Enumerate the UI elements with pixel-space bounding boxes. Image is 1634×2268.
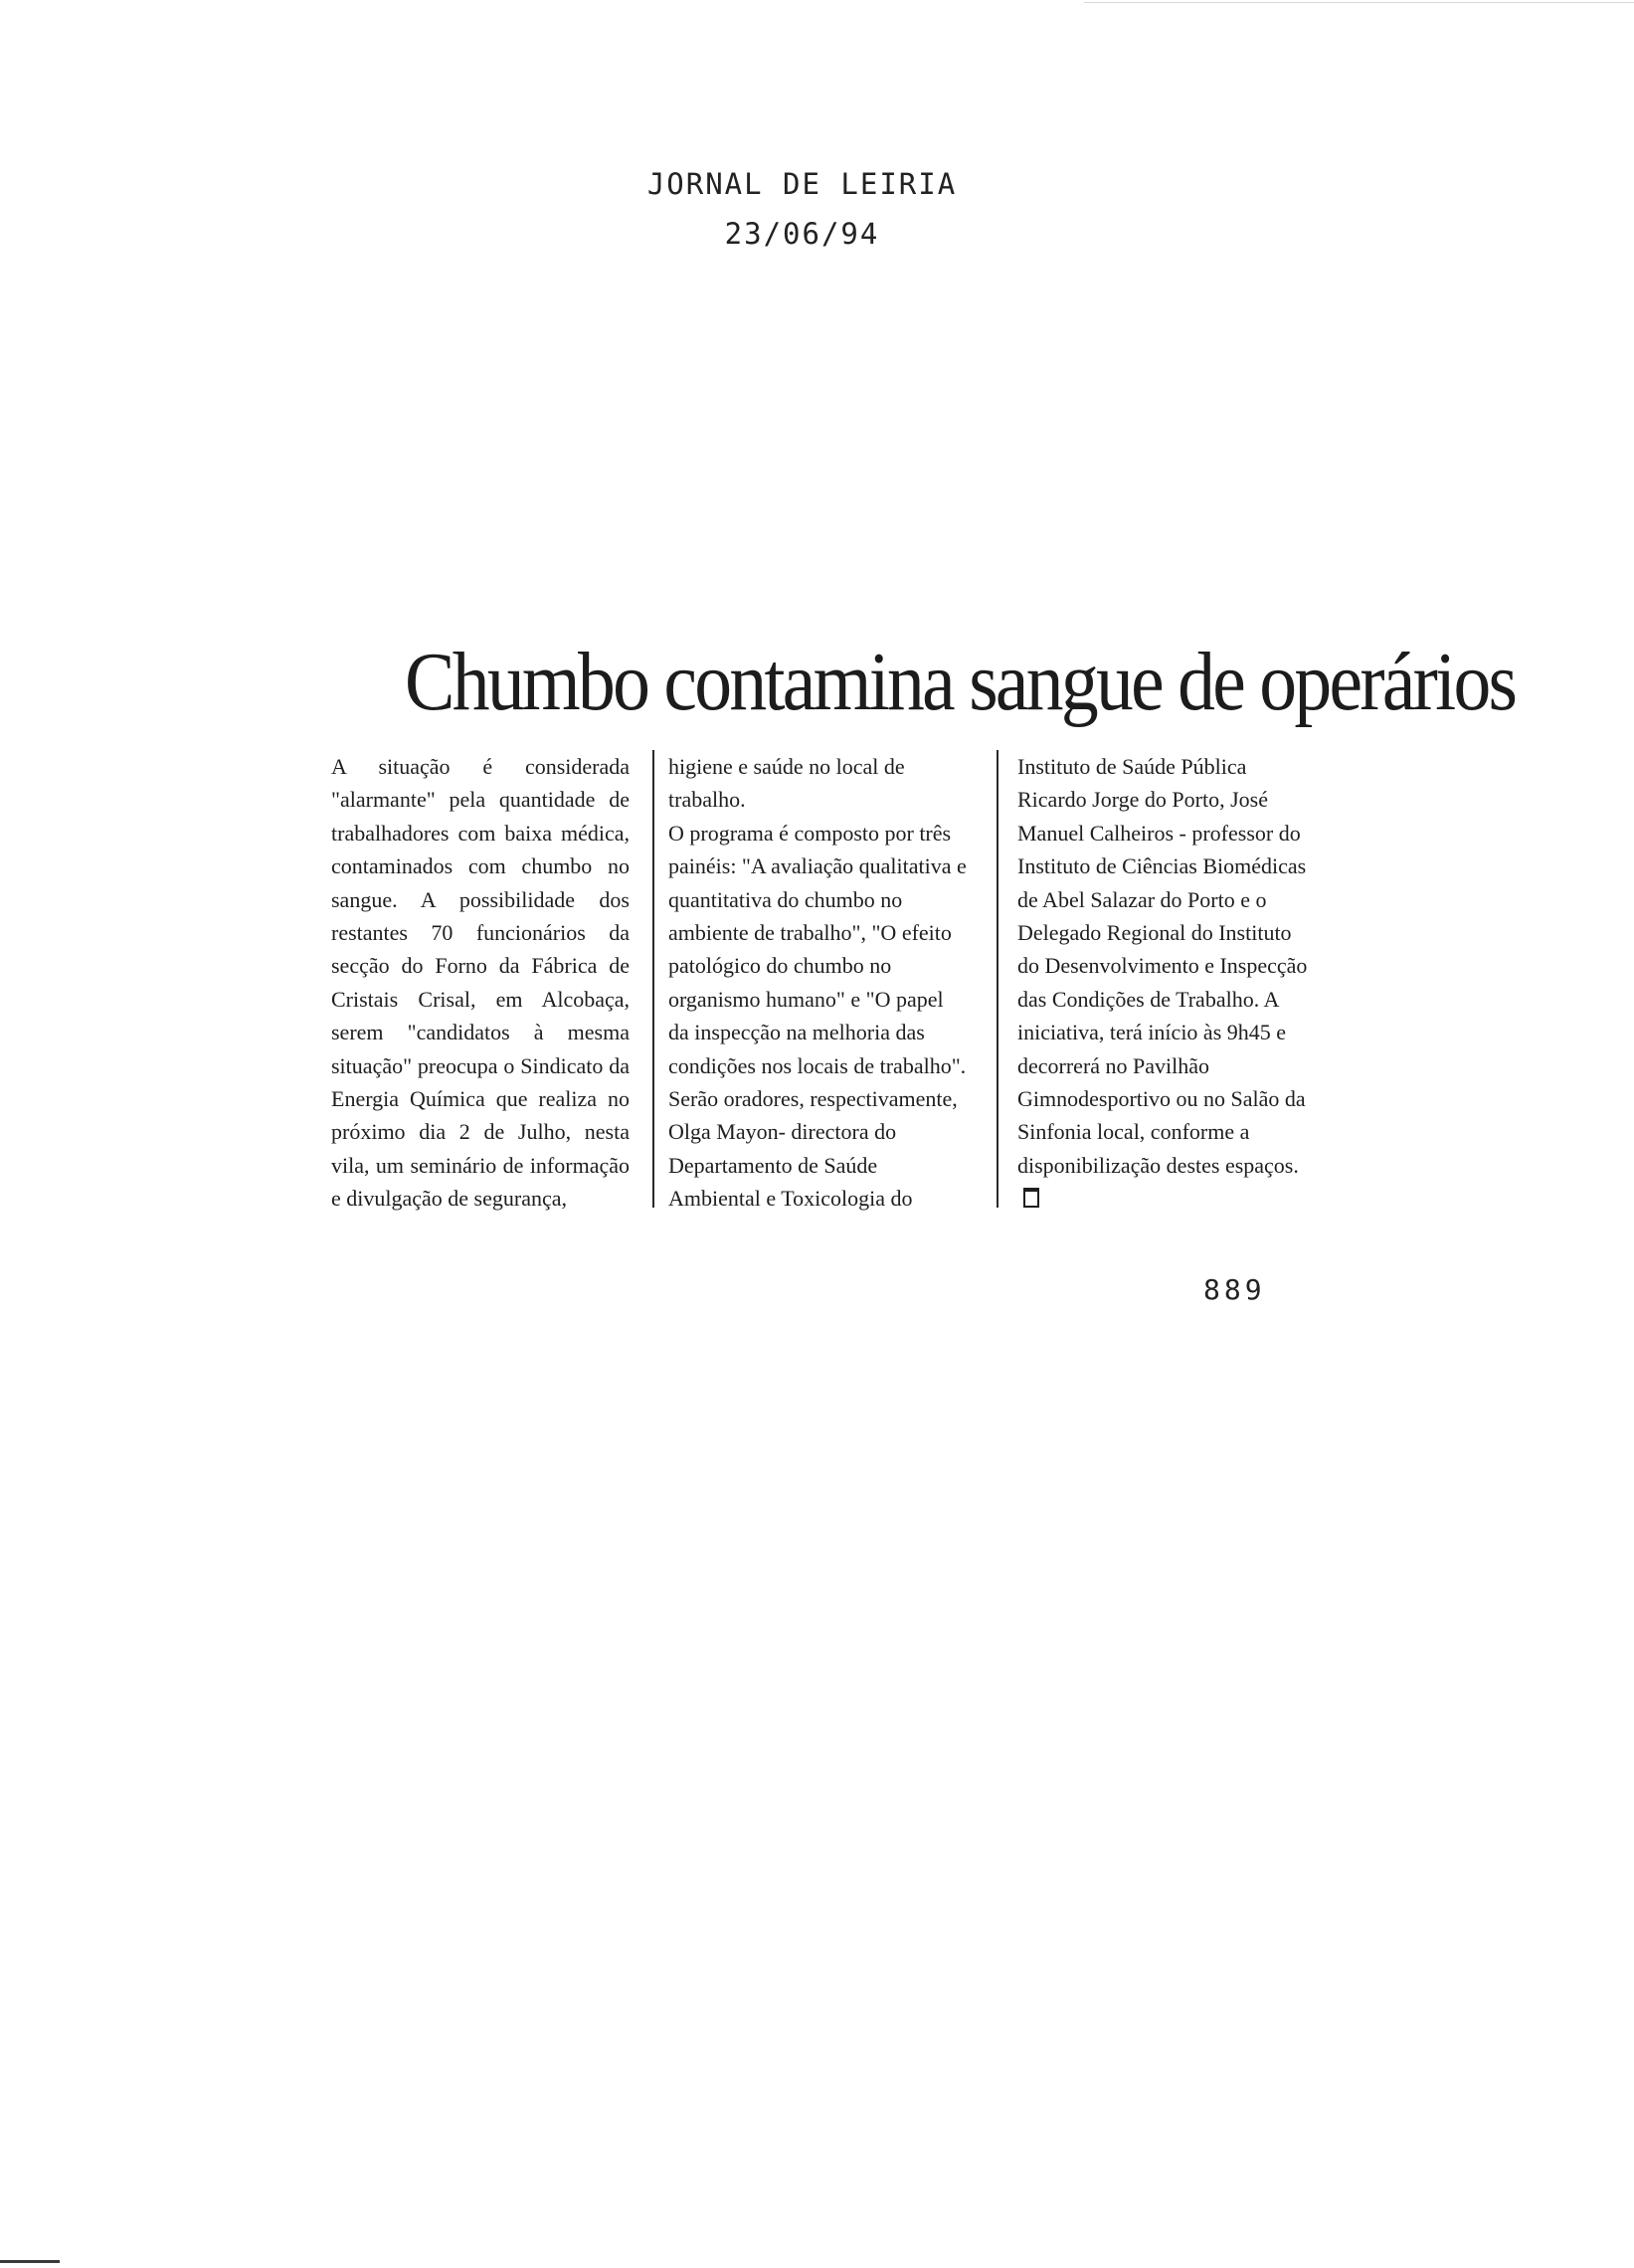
article-column-2: higiene e saúde no local de trabalho. O programa é composto por três painéis: "A avaliação qualitativa e quantitativa do chumbo no ambiente de trabalho", "O efeito patológico do chumbo no organismo humano" e "O papel da inspecção na melhoria das condições nos locais de trabalho". Serão oradores, respectivamente, Olga Mayon- directora do Departamento de Saúde Ambiental e Toxicologia do: [668, 754, 967, 1212]
article-column-1: A situação é considerada "alarmante" pela quantidade de trabalhadores com baixa médica, contaminados com chumbo no sangue. A possibilidade dos restantes 70 funcionários da secção do Forno da Fábrica de Cristais Crisal, em Alcobaça, serem "candidatos à mesma situação" preocupa o Sindicato da Energia Química que realiza no próximo dia 2 de Julho, nesta vila, um seminário de informação e divulgação de segurança,: [331, 754, 630, 1212]
newspaper-name: JORNAL DE LEIRIA: [646, 167, 958, 201]
article-headline: Chumbo contamina sangue de operários: [405, 636, 1516, 728]
page-number: 889: [1203, 1273, 1266, 1306]
scan-edge-line: [1084, 2, 1634, 3]
article-column-3: [1017, 750, 1316, 1216]
end-of-article-icon: [1023, 1188, 1039, 1208]
column-divider: [652, 750, 654, 1208]
scan-edge-mark: [0, 2260, 60, 2263]
publication-date: 23/06/94: [724, 217, 880, 251]
article-column-3-text: Instituto de Saúde Pública Ricardo Jorge do Porto, José Manuel Calheiros - professor do Instituto de Ciências Biomédicas de Abel Salazar do Porto e o Delegado Regional do Instituto do Desenvolvimento e Inspecção das Condições de Trabalho. A iniciativa, terá início às 9h45 e decorrerá no Pavilhão Gimnodesportivo ou no Salão da Sinfonia local, conforme a disponibilização destes espaços.: [1017, 754, 1308, 1178]
column-divider: [997, 750, 999, 1208]
